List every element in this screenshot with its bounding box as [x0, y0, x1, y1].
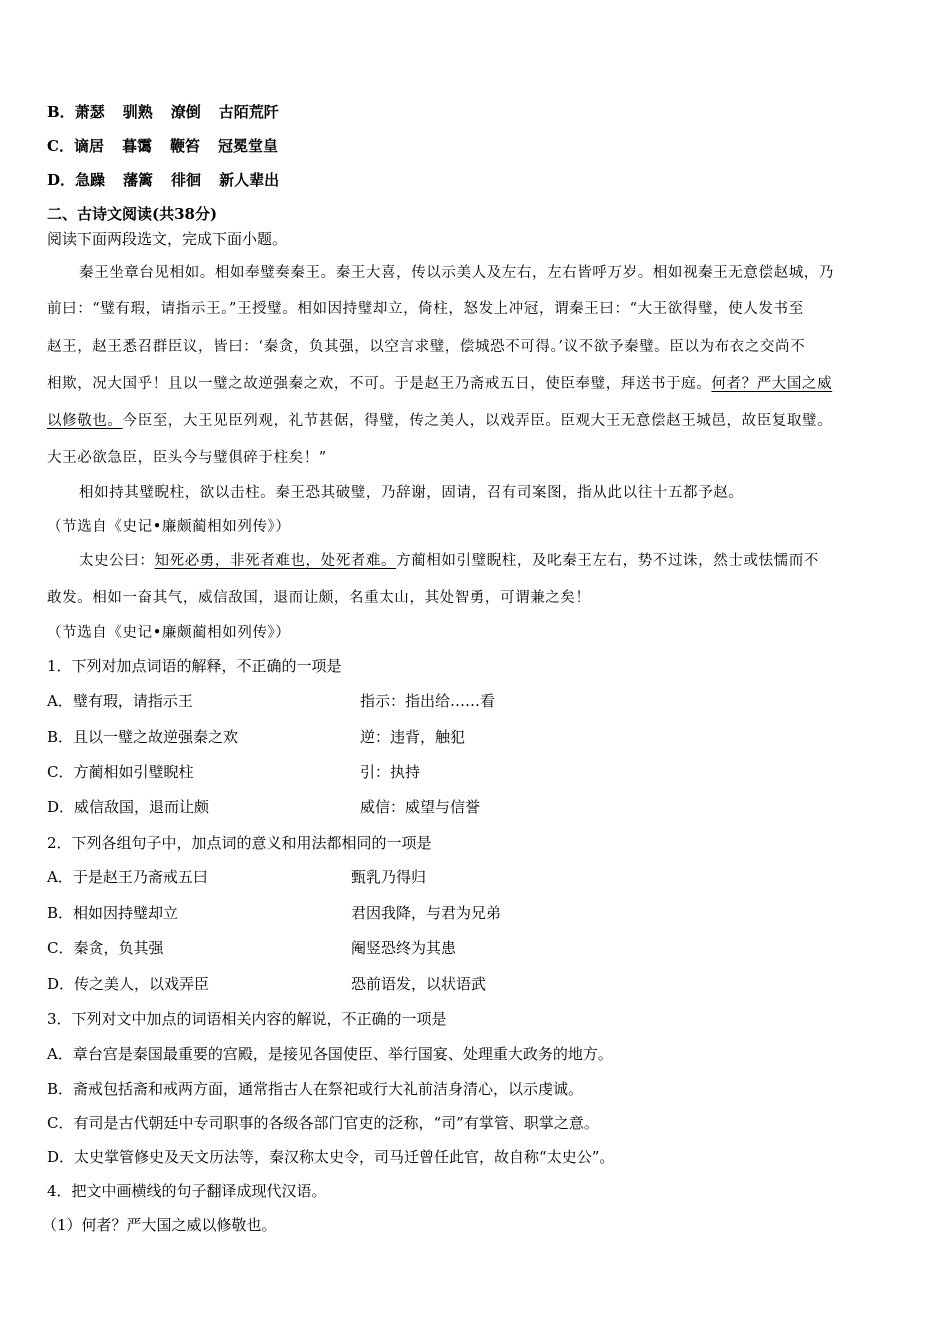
- q1-option-c-gloss: 引：执持: [360, 763, 421, 781]
- passage2-line-1: 太史公曰：知死必勇，非死者难也，处死者难。方蔺相如引璧睨柱，及叱秦王左右，势不过诛，然士或怯懦而不: [79, 553, 819, 569]
- q2-option-b: B．相如因持璧却立: [47, 904, 179, 922]
- underlined-sentence-1a: 何者？严大国之威: [711, 376, 833, 392]
- q3-stem: 3．下列对文中加点的词语相关内容的解说，不正确的一项是: [47, 1010, 447, 1028]
- passage1-line-4: 相欺，况大国乎！且以一璧之故逆强秦之欢，不可。于是赵王乃斋戒五日，使臣奉璧，拜送书于庭。何者？严大国之威: [47, 376, 833, 392]
- q1-option-a: A．璧有瑕，请指示王: [47, 692, 193, 710]
- q2-option-d-pair: 恐前语发，以状语武: [351, 975, 487, 993]
- q1-stem: 1．下列对加点词语的解释，不正确的一项是: [47, 657, 342, 675]
- section-instruction: 阅读下面两段选文，完成下面小题。: [47, 230, 288, 248]
- underlined-sentence-2: 知死必勇，非死者难也，处死者难。: [154, 553, 397, 569]
- q2-option-b-pair: 君因我降，与君为兄弟: [351, 904, 502, 922]
- option-b-prev: B．萧瑟 驯熟 潦倒 古陌荒阡: [47, 103, 279, 121]
- passage1-line-5: 以修敬也。今臣至，大王见臣列观，礼节甚倨，得璧，传之美人，以戏弄臣。臣观大王无意偿赵王城邑，故臣复取璧。: [47, 413, 833, 429]
- passage1-line-6: 大王必欲急臣，臣头今与璧俱碎于柱矣！”: [47, 450, 327, 466]
- q2-option-d: D．传之美人，以戏弄臣: [47, 975, 210, 993]
- passage1-line-2: 前曰：“璧有瑕，请指示王。”王授璧。相如因持璧却立，倚柱，怒发上冲冠，谓秦王曰：“大王欲得璧，使人发书至: [47, 301, 804, 317]
- q3-option-c: C．有司是古代朝廷中专司职事的各级各部门官吏的泛称，“司”有掌管、职掌之意。: [47, 1114, 599, 1132]
- passage1-line-7: 相如持其璧睨柱，欲以击柱。秦王恐其破璧，乃辞谢，固请，召有司案图，指从此以往十五都予赵。: [79, 485, 744, 501]
- q2-option-a-pair: 甄乳乃得归: [351, 868, 427, 886]
- q2-option-c: C．秦贪，负其强: [47, 939, 164, 957]
- q2-option-c-pair: 阉竖恐终为其患: [351, 939, 457, 957]
- q3-option-b: B．斋戒包括斋和戒两方面，通常指古人在祭祀或行大礼前洁身清心，以示虔诚。: [47, 1080, 584, 1098]
- q2-option-a: A．于是赵王乃斋戒五曰: [47, 868, 208, 886]
- q4-stem: 4．把文中画横线的句子翻译成现代汉语。: [47, 1182, 327, 1200]
- q2-stem: 2．下列各组句子中，加点词的意义和用法都相同的一项是: [47, 834, 432, 852]
- q4-sub-1: （1）何者？严大国之威以修敬也。: [42, 1216, 277, 1234]
- passage1-source: （节选自《史记•廉颇蔺相如列传》）: [47, 519, 291, 535]
- q1-option-d-gloss: 威信：威望与信誉: [360, 798, 481, 816]
- q1-option-b: B．且以一璧之故逆强秦之欢: [47, 728, 239, 746]
- q3-option-d: D．太史掌管修史及天文历法等，秦汉称太史令，司马迁曾任此官，故自称“太史公”。: [47, 1148, 615, 1166]
- passage1-line-3: 赵王，赵王悉召群臣议，皆曰：‘秦贪，负其强，以空言求璧，偿城恐不可得。’议不欲予秦璧。臣以为布衣之交尚不: [47, 339, 806, 355]
- passage2-line-2: 敢发。相如一奋其气，威信敌国，退而让颇，名重太山，其处智勇，可谓兼之矣！: [47, 590, 591, 606]
- option-d-prev: D．急躁 藩篱 徘徊 新人辈出: [47, 171, 280, 189]
- q1-option-a-gloss: 指示：指出给……看: [360, 692, 496, 710]
- section-heading: 二、古诗文阅读(共38分): [47, 205, 218, 223]
- option-c-prev: C．谪居 暮霭 鞭笞 冠冕堂皇: [47, 137, 279, 155]
- q1-option-b-gloss: 逆：违背，触犯: [360, 728, 466, 746]
- passage1-line-1: 秦王坐章台见相如。相如奉璧奏秦王。秦王大喜，传以示美人及左右，左右皆呼万岁。相如视秦王无意偿赵城，乃: [79, 265, 834, 281]
- q3-option-a: A．章台宫是秦国最重要的宫殿，是接见各国使臣、举行国宴、处理重大政务的地方。: [47, 1045, 613, 1063]
- q1-option-d: D．威信敌国，退而让颇: [47, 798, 210, 816]
- passage2-source: （节选自《史记•廉颇蔺相如列传》）: [47, 625, 291, 641]
- q1-option-c: C．方蔺相如引璧睨柱: [47, 763, 194, 781]
- underlined-sentence-1b: 以修敬也。: [47, 413, 123, 429]
